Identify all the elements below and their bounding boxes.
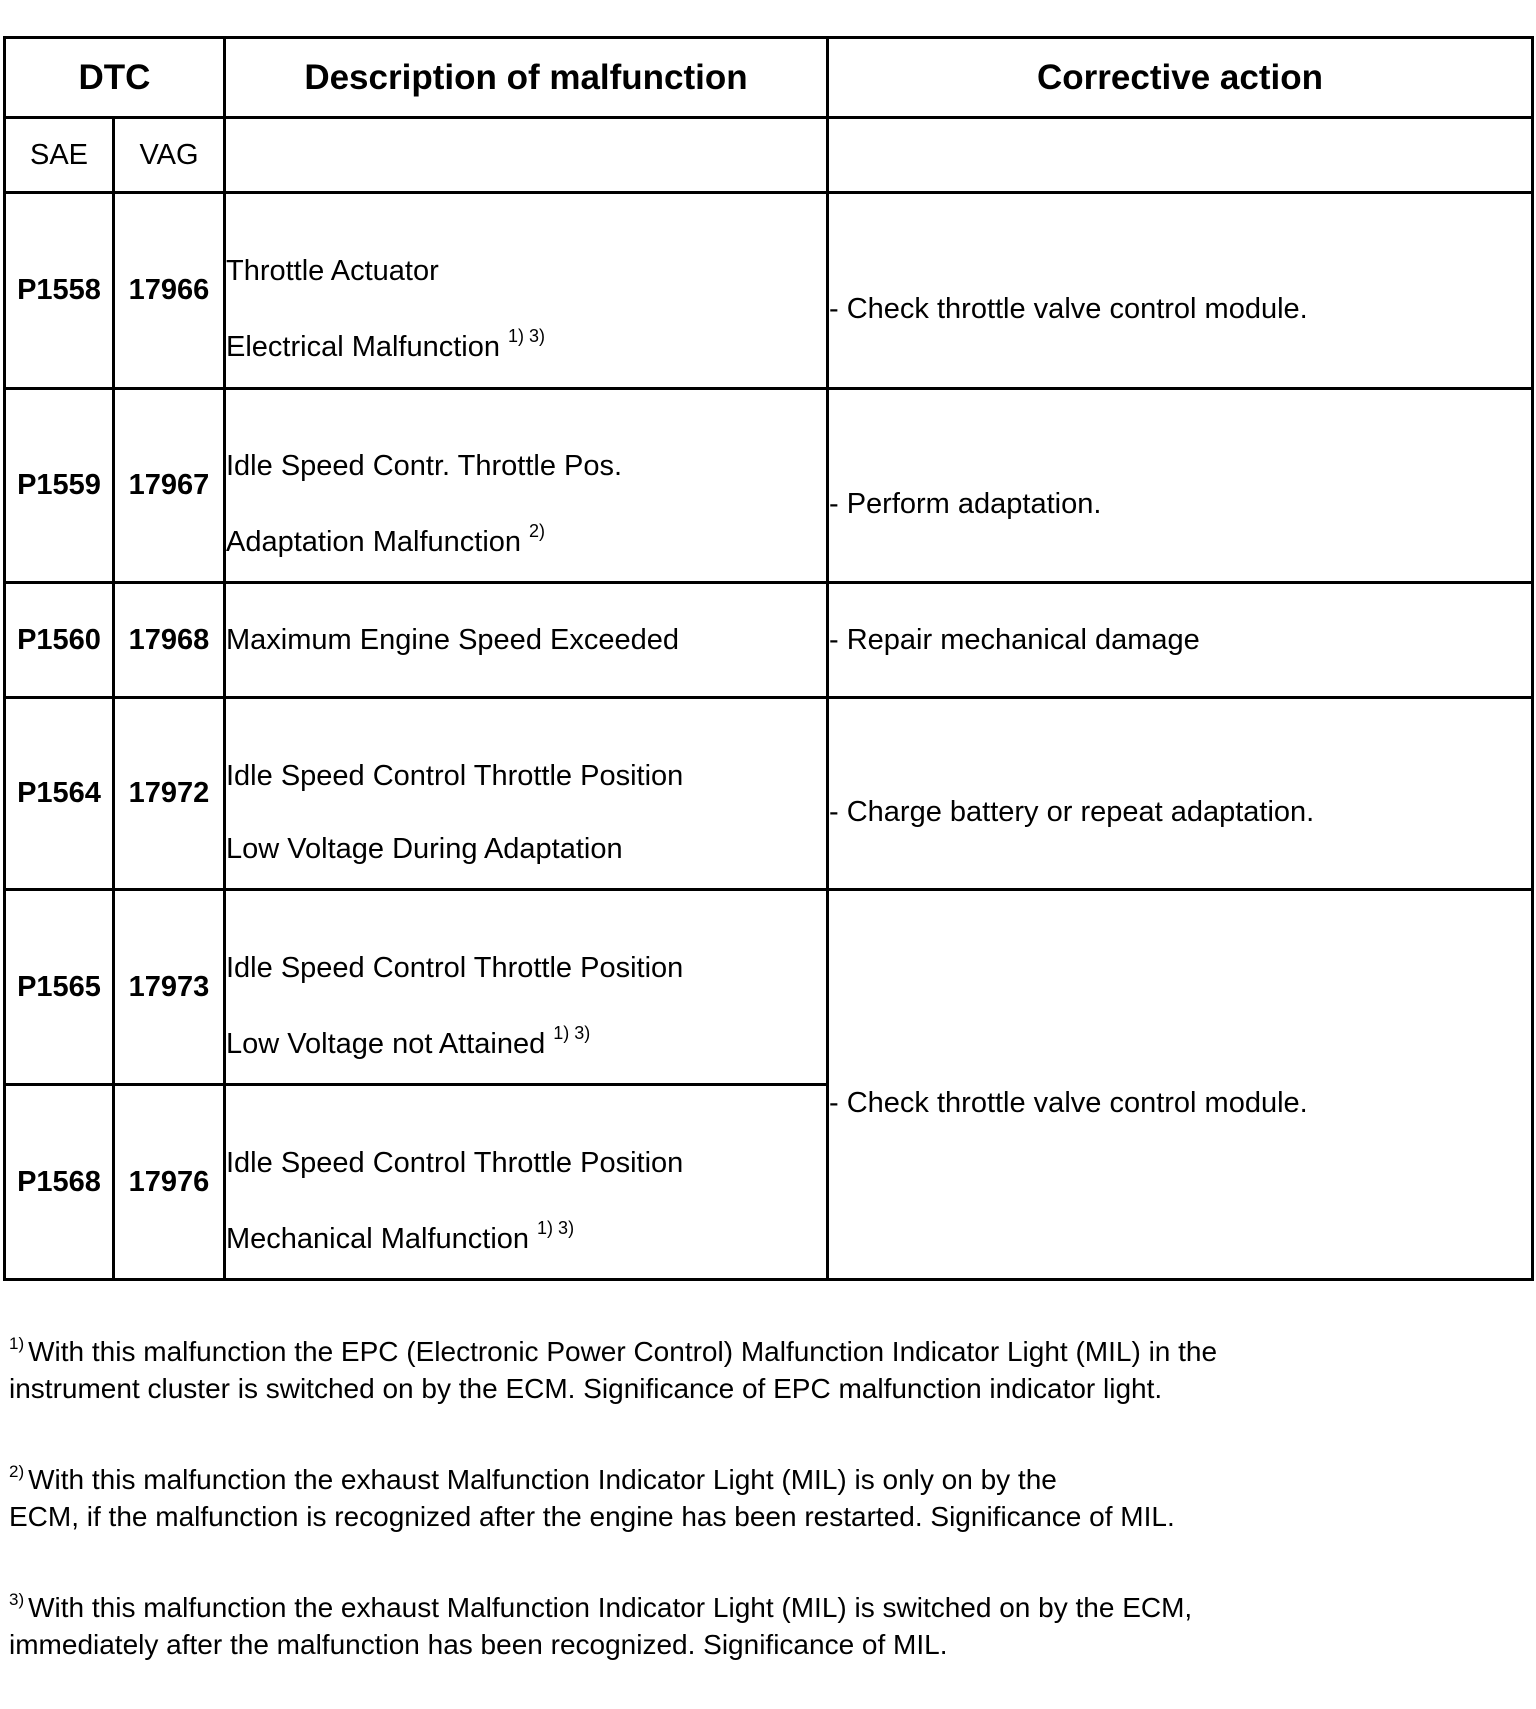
footnote-text: instrument cluster is switched on by the ECM. Significance of EPC malfunction indicator light. [9, 1373, 1163, 1404]
corrective-action [828, 193, 1533, 389]
description-line: Idle Speed Control Throttle Position [226, 951, 684, 984]
malfunction-description [225, 890, 828, 1085]
dtc-header: DTC [5, 38, 225, 118]
corrective-action [828, 890, 1533, 1280]
corrective-action [828, 389, 1533, 583]
action-text: - Check throttle valve control module. [829, 293, 1308, 325]
action-subheader-empty [828, 118, 1533, 193]
description-header: Description of malfunction [225, 38, 828, 118]
sae-code: P1560 [5, 583, 114, 698]
footnote-ref: 1) 3) [537, 1217, 575, 1238]
malfunction-description [225, 389, 828, 583]
dtc-table [3, 36, 1534, 1281]
corrective-action [828, 583, 1533, 698]
footnote [9, 1581, 1529, 1663]
description-line: Maximum Engine Speed Exceeded [226, 623, 679, 656]
sae-code: P1568 [5, 1085, 114, 1280]
footnote-text: immediately after the malfunction has been recognized. Significance of MIL. [9, 1629, 948, 1660]
malfunction-description [225, 698, 828, 890]
footnote-ref: 2) [529, 521, 546, 541]
malfunction-description [225, 193, 828, 389]
footnote-mark: 3) [9, 1590, 25, 1609]
vag-header: VAG [114, 118, 225, 193]
corrective-action [828, 698, 1533, 890]
sae-header: SAE [5, 118, 114, 193]
malfunction-description [225, 583, 828, 698]
footnote-text: ECM, if the malfunction is recognized after the engine has been restarted. Significance of MIL. [9, 1501, 1175, 1532]
vag-code: 17972 [114, 698, 225, 890]
table-row [5, 389, 1533, 583]
vag-code: 17966 [114, 193, 225, 389]
description-line: Mechanical Malfunction $^{1) 3)}$ [226, 1217, 575, 1255]
footnote-text: With this malfunction the EPC (Electronic Power Control) Malfunction Indicator Light (MIL) in the [28, 1336, 1218, 1367]
malfunction-description [225, 1085, 828, 1280]
footnotes [9, 1325, 1529, 1709]
description-line: Idle Speed Control Throttle Position [226, 759, 684, 792]
table-row [5, 583, 1533, 698]
action-text: - Repair mechanical damage [829, 623, 1200, 656]
footnote-text: With this malfunction the exhaust Malfunction Indicator Light (MIL) is only on by the [28, 1464, 1057, 1495]
vag-code: 17973 [114, 890, 225, 1085]
description-subheader-empty [225, 118, 828, 193]
corrective-action-header: Corrective action [828, 38, 1533, 118]
sae-code: P1558 [5, 193, 114, 389]
sae-code: P1564 [5, 698, 114, 890]
description-line: Low Voltage During Adaptation [226, 832, 623, 865]
footnote-text: With this malfunction the exhaust Malfunction Indicator Light (MIL) is switched on by the ECM, [28, 1592, 1193, 1623]
action-text: - Check throttle valve control module. [829, 1087, 1308, 1119]
footnote-ref: 1) 3) [508, 326, 546, 346]
description-line: Electrical Malfunction $^{1) 3)}$ [226, 326, 546, 363]
table-row [5, 890, 1533, 1085]
action-text: - Perform adaptation. [829, 488, 1102, 520]
footnote [9, 1325, 1529, 1407]
description-line: Idle Speed Contr. Throttle Pos. [226, 450, 623, 482]
action-text: - Charge battery or repeat adaptation. [829, 796, 1315, 828]
description-line: Adaptation Malfunction $^{2)}$ [226, 521, 546, 558]
header-row [5, 38, 1533, 118]
subheader-row [5, 118, 1533, 193]
footnote-mark: 2) [9, 1462, 25, 1481]
vag-code: 17967 [114, 389, 225, 583]
description-line: Throttle Actuator [226, 255, 439, 287]
vag-code: 17968 [114, 583, 225, 698]
description-line: Low Voltage not Attained $^{1) 3)}$ [226, 1022, 591, 1060]
table-row [5, 193, 1533, 389]
table-row [5, 698, 1533, 890]
footnote-mark: 1) [9, 1334, 25, 1353]
sae-code: P1559 [5, 389, 114, 583]
description-line: Idle Speed Control Throttle Position [226, 1146, 684, 1179]
footnote-ref: 1) 3) [553, 1022, 591, 1043]
footnote [9, 1453, 1529, 1535]
sae-code: P1565 [5, 890, 114, 1085]
vag-code: 17976 [114, 1085, 225, 1280]
